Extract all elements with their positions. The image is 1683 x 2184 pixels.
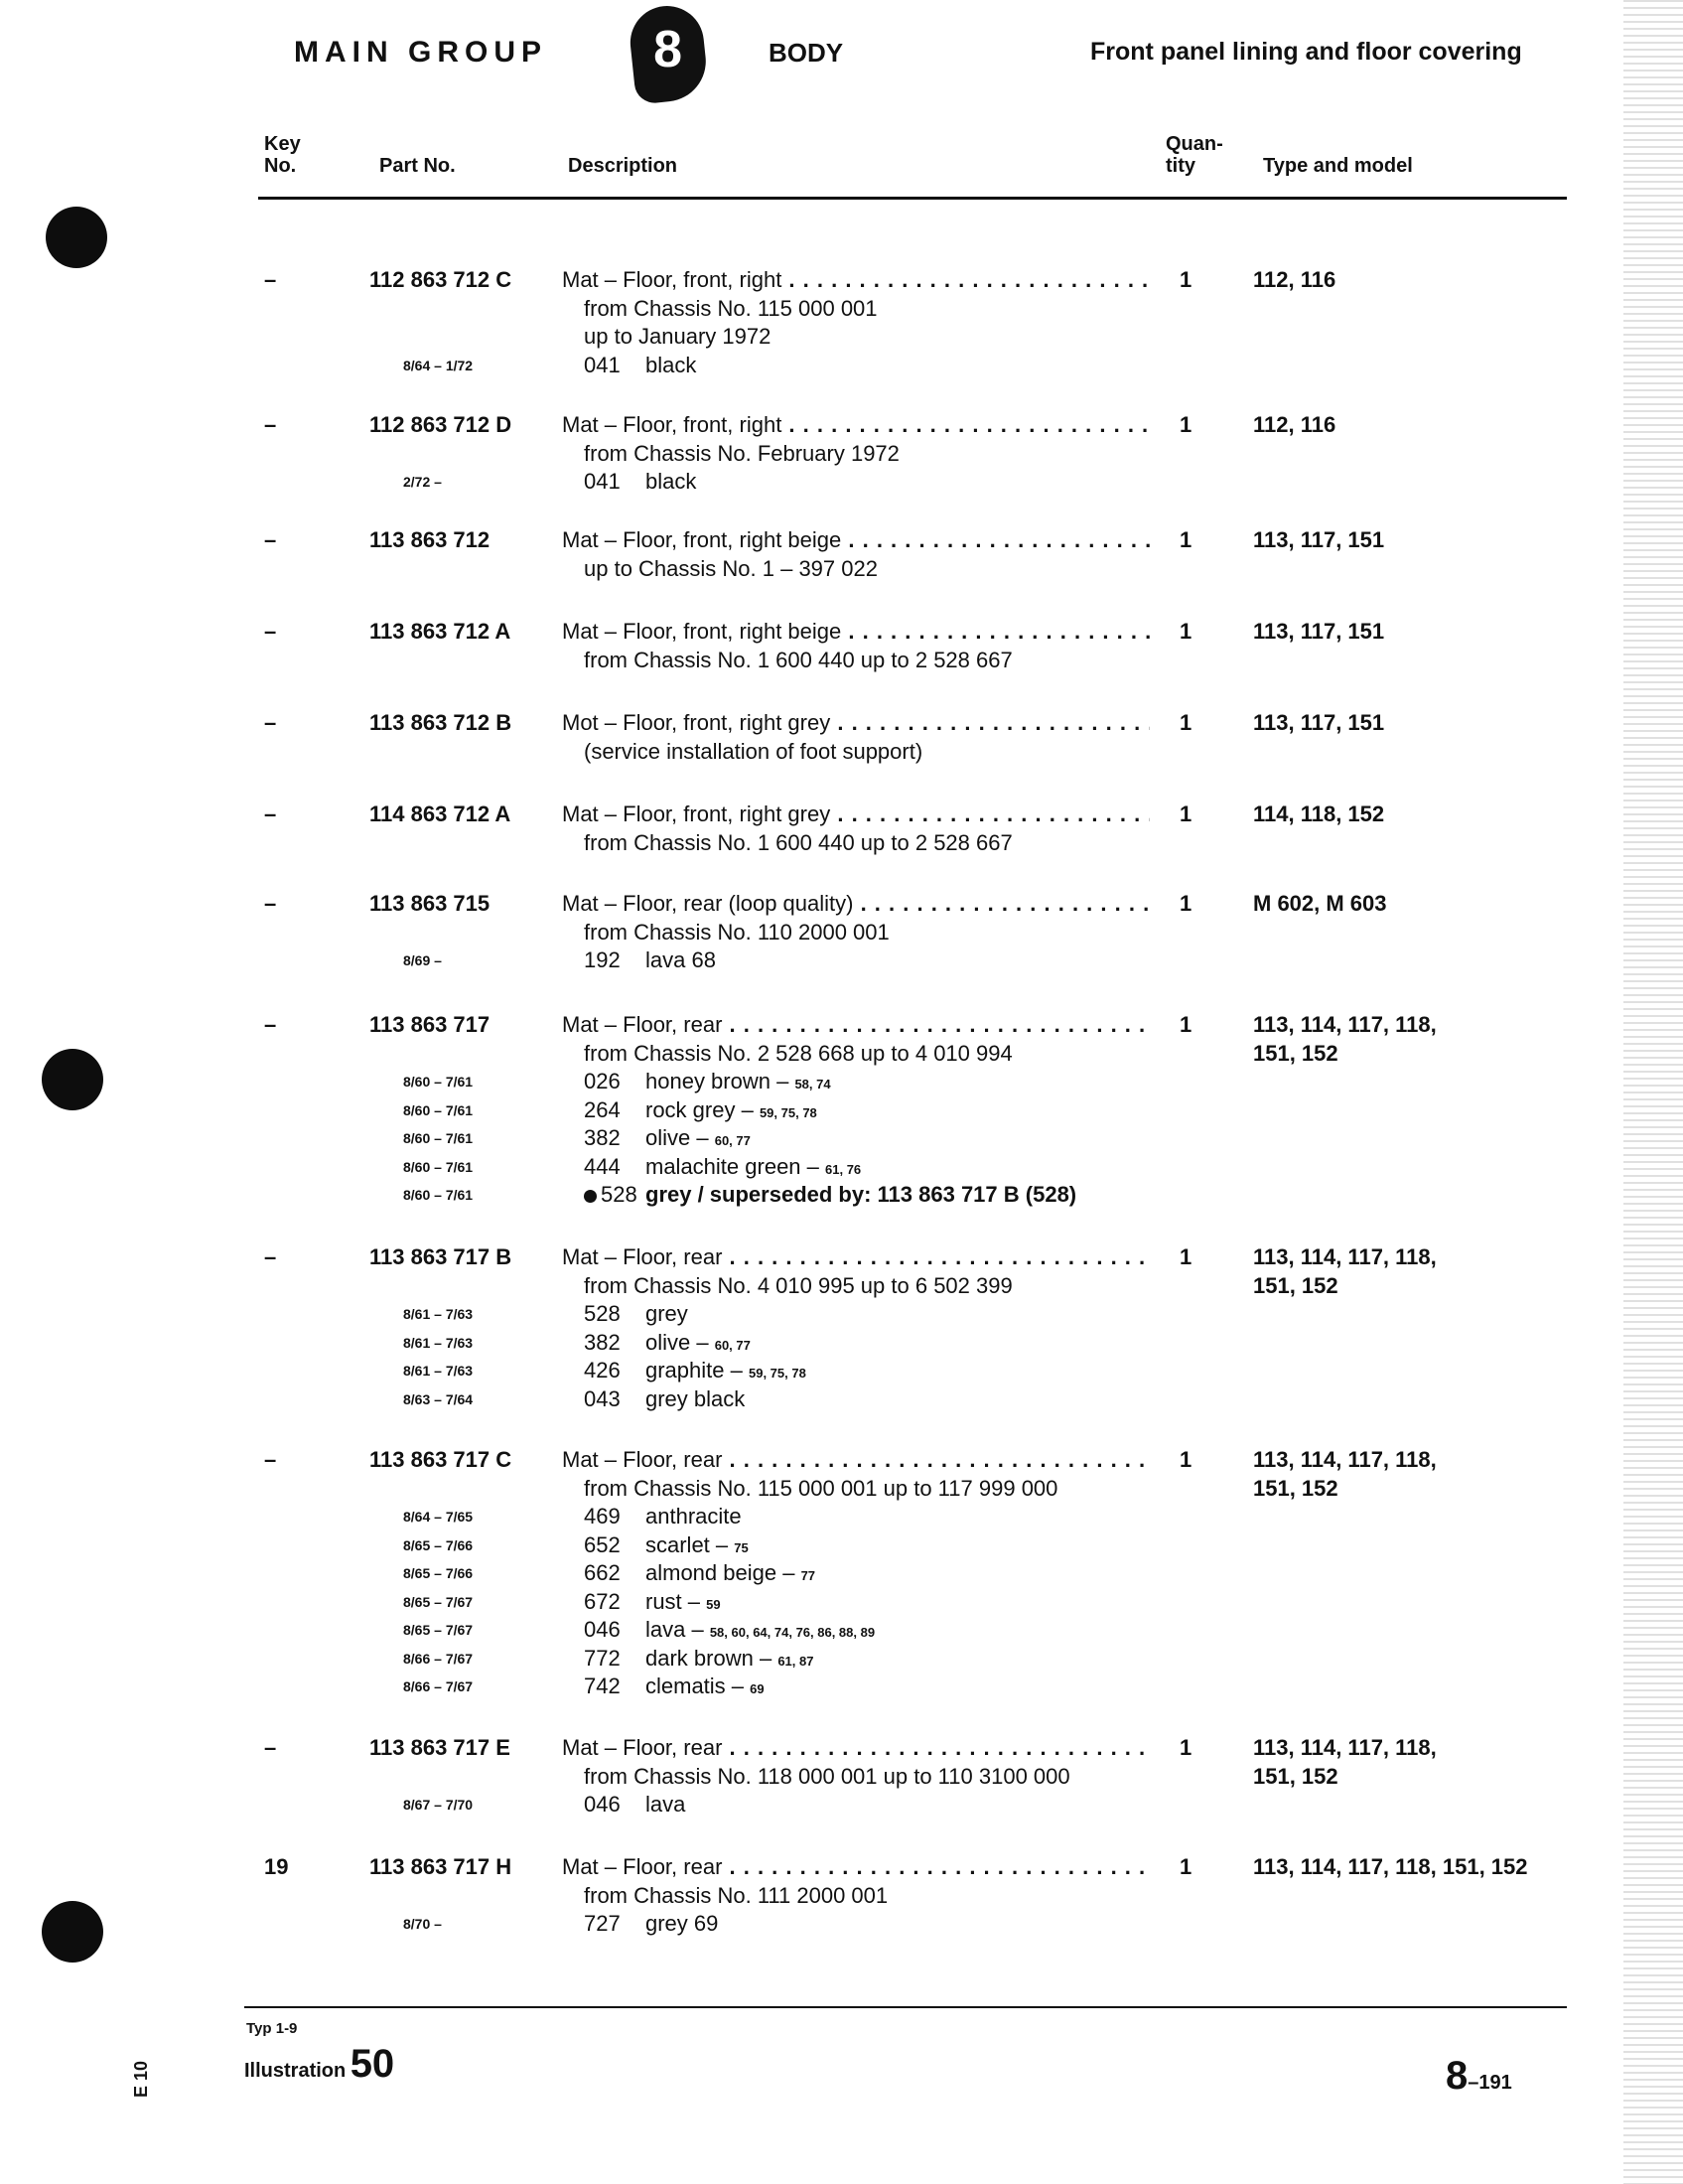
detail-text: from Chassis No. 1 600 440 up to 2 528 667 — [584, 647, 1013, 672]
production-dates: 8/60 – 7/61 — [403, 1187, 474, 1203]
main-group-label: MAIN GROUP — [294, 36, 547, 69]
type-model — [1253, 266, 1335, 295]
model-year-note: 59 — [706, 1596, 721, 1612]
production-dates: 8/60 – 7/61 — [403, 1074, 474, 1090]
detail-text: scarlet — [645, 1531, 710, 1557]
detail-text: from Chassis No. 115 000 001 — [584, 295, 878, 321]
description — [562, 618, 1150, 674]
scan-edge-noise — [1623, 0, 1683, 2184]
detail-text: grey — [645, 1301, 688, 1326]
color-variant — [403, 468, 1150, 497]
color-code-value: 426 — [584, 1358, 621, 1383]
type-model — [1253, 411, 1335, 440]
quantity: 1 — [1180, 619, 1192, 644]
production-dates: 8/66 – 7/67 — [403, 1650, 474, 1667]
color-code-value: 742 — [584, 1674, 621, 1698]
page-number-minor: 191 — [1478, 2072, 1512, 2094]
type-model-line: 113, 117, 151 — [1253, 619, 1385, 644]
type-model-line: 113, 114, 117, 118, — [1253, 1735, 1437, 1760]
production-dates: 8/65 – 7/66 — [403, 1536, 474, 1553]
color-variant: 8/65 – 7/66 662 almond beige – 77 — [562, 1559, 1150, 1588]
type-model-line: 151, 152 — [1253, 1272, 1338, 1298]
detail-text: from Chassis No. February 1972 — [584, 440, 900, 466]
color-code-value: 662 — [584, 1560, 621, 1585]
group-number-badge — [627, 2, 710, 104]
part-number: 113 863 717 B — [369, 1244, 512, 1269]
detail-text: malachite green — [645, 1153, 801, 1179]
color-code-value: 528 — [601, 1182, 637, 1207]
key-number: – — [264, 412, 277, 437]
quantity: 1 — [1180, 267, 1192, 292]
production-dates: 8/64 – 1/72 — [403, 357, 474, 373]
color-code — [584, 1791, 645, 1820]
model-year-note: 75 — [734, 1539, 749, 1555]
detail-text: lava 68 — [645, 947, 716, 972]
production-dates: 8/70 – — [403, 1916, 442, 1932]
description-main: Mat – Floor, front, right . . . — [562, 411, 1150, 440]
part-number: 112 863 712 D — [369, 412, 512, 437]
part-number: 113 863 712 A — [369, 619, 511, 644]
description-main: Mat – Floor, rear . . . — [562, 1446, 1150, 1475]
model-year-note: 58, 74 — [794, 1077, 831, 1092]
type-model — [1253, 1243, 1437, 1300]
type-model — [1253, 526, 1384, 555]
color-code — [584, 1531, 645, 1560]
color-code-value: 041 — [584, 352, 621, 377]
model-year-note: 61, 87 — [777, 1653, 814, 1669]
quantity: 1 — [1180, 710, 1192, 735]
color-variant — [403, 1910, 1150, 1939]
color-code-value: 026 — [584, 1069, 621, 1093]
key-number: – — [264, 1447, 277, 1472]
color-variant — [403, 1181, 1150, 1210]
color-code — [584, 1181, 645, 1210]
key-number: – — [264, 1244, 277, 1269]
header-rule — [258, 197, 1567, 200]
key-number: – — [264, 267, 277, 292]
color-code-value: 192 — [584, 947, 621, 972]
quantity: 1 — [1180, 1854, 1192, 1879]
quantity: 1 — [1180, 1244, 1192, 1269]
key-number: – — [264, 527, 277, 552]
color-variant: 8/66 – 7/67 742 clematis – 69 — [562, 1673, 1150, 1701]
color-code — [584, 1153, 645, 1182]
description-main: Mat – Floor, front, right beige . . . — [562, 526, 1150, 555]
production-dates: 8/65 – 7/66 — [403, 1565, 474, 1581]
detail-text: dark brown — [645, 1645, 754, 1671]
quantity: 1 — [1180, 527, 1192, 552]
model-year-note: 60, 77 — [714, 1133, 751, 1148]
color-code — [584, 1329, 645, 1358]
color-variant: 8/65 – 7/66 652 scarlet – 75 — [562, 1531, 1150, 1560]
color-code — [584, 946, 645, 975]
binder-hole — [42, 1049, 103, 1110]
production-dates: 8/69 – — [403, 952, 442, 968]
description — [403, 1011, 1150, 1210]
type-model-line: 112, 116 — [1253, 412, 1336, 437]
part-number: 113 863 712 — [369, 527, 491, 552]
type-model-line: 113, 114, 117, 118, — [1253, 1447, 1437, 1472]
color-code-value: 382 — [584, 1125, 621, 1150]
production-dates: 8/66 – 7/67 — [403, 1678, 474, 1694]
part-number: 113 863 717 C — [369, 1447, 512, 1472]
model-year-note: 58, 60, 64, 74, 76, 86, 88, 89 — [709, 1625, 876, 1640]
type-model-line: 151, 152 — [1253, 1763, 1338, 1789]
color-variant: 8/60 – 7/61 444 malachite green – 61, 76 — [562, 1153, 1150, 1182]
part-number: 112 863 712 C — [369, 267, 512, 292]
category-label: BODY — [769, 38, 844, 68]
part-number: 113 863 712 B — [369, 710, 512, 735]
description — [562, 709, 1150, 766]
part-number: 113 863 717 H — [369, 1854, 512, 1879]
part-number: 113 863 717 — [369, 1012, 491, 1037]
model-year-note: 77 — [800, 1568, 816, 1583]
description-detail — [562, 555, 1150, 584]
color-code — [584, 1673, 645, 1701]
color-code — [584, 1910, 645, 1939]
color-code-value: 043 — [584, 1385, 621, 1411]
description-detail — [562, 1475, 1150, 1504]
description-detail — [562, 1272, 1150, 1301]
group-number: 8 — [653, 21, 683, 79]
illustration-number: 50 — [350, 2042, 395, 2086]
color-code-value: 041 — [584, 469, 621, 494]
color-code-value: 672 — [584, 1588, 621, 1614]
binder-hole — [42, 1901, 103, 1963]
part-number: 113 863 717 E — [369, 1735, 510, 1760]
description-detail — [562, 1882, 1150, 1911]
type-model — [1253, 801, 1384, 829]
detail-text: grey black — [645, 1385, 746, 1411]
color-code — [584, 1096, 645, 1125]
description-detail — [562, 1040, 1150, 1069]
color-variant: 8/61 – 7/63 426 graphite – 59, 75, 78 — [562, 1357, 1150, 1385]
type-model — [1253, 1446, 1437, 1503]
production-dates: 8/63 – 7/64 — [403, 1390, 474, 1407]
type-model — [1253, 1734, 1437, 1791]
description-main: Mat – Floor, front, right grey . . . — [562, 801, 1150, 829]
detail-text: olive — [645, 1329, 691, 1355]
type-model-line: 113, 117, 151 — [1253, 710, 1385, 735]
quantity: 1 — [1180, 1735, 1192, 1760]
type-model-line: 151, 152 — [1253, 1475, 1338, 1501]
detail-text: from Chassis No. 1 600 440 up to 2 528 667 — [584, 829, 1013, 855]
detail-text: rock grey — [645, 1096, 736, 1122]
bullet-icon — [584, 1190, 597, 1203]
color-variant: 8/61 – 7/63 382 olive – 60, 77 — [562, 1329, 1150, 1358]
detail-text: from Chassis No. 111 2000 001 — [584, 1882, 889, 1908]
color-variant — [403, 352, 1150, 380]
description-main: Mat – Floor, front, right beige . . . — [562, 618, 1150, 647]
color-variant: 8/66 – 7/67 772 dark brown – 61, 87 — [562, 1645, 1150, 1674]
col-type-model: Type and model — [1263, 155, 1413, 177]
type-model-line: 113, 117, 151 — [1253, 527, 1385, 552]
type-model-line: 151, 152 — [1253, 1040, 1338, 1066]
col-description: Description — [568, 155, 678, 177]
key-number: – — [264, 1735, 277, 1760]
description-main: Mot – Floor, front, right grey . . . — [562, 709, 1150, 738]
key-number: – — [264, 1012, 277, 1037]
description-main: Mat – Floor, rear . . . — [562, 1853, 1150, 1882]
color-variant — [403, 1503, 1150, 1531]
color-code-value: 652 — [584, 1531, 621, 1557]
color-variant: 8/60 – 7/61 026 honey brown – 58, 74 — [562, 1068, 1150, 1096]
detail-text: lava — [645, 1617, 686, 1642]
description-detail — [562, 440, 1150, 469]
page-number-major: 8 — [1446, 2054, 1469, 2098]
production-dates: 8/65 – 7/67 — [403, 1593, 474, 1610]
color-code — [584, 1300, 645, 1329]
section-title: Front panel lining and floor covering — [1090, 38, 1522, 66]
detail-text: grey 69 — [645, 1911, 719, 1936]
col-part-no: Part No. — [379, 155, 456, 177]
key-number: – — [264, 710, 277, 735]
type-model — [1253, 1853, 1528, 1882]
production-dates: 8/61 – 7/63 — [403, 1334, 474, 1351]
color-variant — [403, 1300, 1150, 1329]
illustration-label: Illustration — [244, 2060, 347, 2082]
description-detail — [562, 647, 1150, 675]
type-model-line: 113, 114, 117, 118, 151, 152 — [1253, 1854, 1528, 1879]
type-reference: Typ 1-9 — [246, 2020, 298, 2037]
type-model-line: M 602, M 603 — [1253, 891, 1387, 916]
key-number: 19 — [264, 1854, 289, 1879]
key-number: – — [264, 891, 277, 916]
production-dates: 8/65 – 7/67 — [403, 1622, 474, 1638]
color-code-value: 469 — [584, 1504, 621, 1529]
description-main: Mat – Floor, rear (loop quality) . . . — [562, 890, 1150, 919]
model-year-note: 60, 77 — [714, 1337, 751, 1353]
production-dates: 8/61 – 7/63 — [403, 1306, 474, 1322]
color-code — [584, 468, 645, 497]
quantity: 1 — [1180, 1012, 1192, 1037]
quantity: 1 — [1180, 412, 1192, 437]
col-key-no: Key No. — [264, 133, 301, 177]
description — [562, 526, 1150, 583]
detail-text: graphite — [645, 1358, 725, 1383]
binder-hole — [46, 207, 107, 268]
description-detail — [562, 829, 1150, 858]
detail-text: black — [645, 352, 697, 377]
type-model-line: 114, 118, 152 — [1253, 801, 1385, 826]
key-number: – — [264, 619, 277, 644]
description-detail — [562, 295, 1150, 324]
color-code-value: 264 — [584, 1096, 621, 1122]
detail-text: honey brown — [645, 1069, 771, 1093]
production-dates: 8/60 – 7/61 — [403, 1158, 474, 1175]
description-main: Mat – Floor, rear . . . — [562, 1243, 1150, 1272]
color-code-value: 528 — [584, 1301, 621, 1326]
model-year-note: 59, 75, 78 — [759, 1104, 817, 1120]
key-number: – — [264, 801, 277, 826]
detail-text: from Chassis No. 4 010 995 up to 6 502 399 — [584, 1272, 1013, 1298]
color-code-value: 382 — [584, 1329, 621, 1355]
footer-rule — [244, 2006, 1567, 2008]
quantity: 1 — [1180, 801, 1192, 826]
color-code-value: 046 — [584, 1617, 621, 1642]
part-number: 114 863 712 A — [369, 801, 511, 826]
production-dates: 8/64 – 7/65 — [403, 1509, 474, 1525]
color-code — [584, 1503, 645, 1531]
color-code-value: 727 — [584, 1911, 621, 1936]
detail-text: rust — [645, 1588, 682, 1614]
production-dates: 2/72 – — [403, 474, 442, 490]
detail-text: olive — [645, 1125, 691, 1150]
color-variant — [403, 1791, 1150, 1820]
type-model — [1253, 1011, 1437, 1068]
detail-text: from Chassis No. 115 000 001 up to 117 999 000 — [584, 1475, 1058, 1501]
detail-text: anthracite — [645, 1504, 742, 1529]
quantity: 1 — [1180, 891, 1192, 916]
color-variant: 8/60 – 7/61 264 rock grey – 59, 75, 78 — [562, 1096, 1150, 1125]
detail-text: (service installation of foot support) — [584, 738, 923, 764]
production-dates: 8/60 – 7/61 — [403, 1130, 474, 1146]
color-code — [584, 1616, 645, 1645]
quantity: 1 — [1180, 1447, 1192, 1472]
illustration-reference — [244, 2042, 394, 2087]
production-dates: 8/67 – 7/70 — [403, 1797, 474, 1813]
color-code — [584, 1559, 645, 1588]
page-number: 8–191 — [1446, 2054, 1512, 2098]
part-number: 113 863 715 — [369, 891, 491, 916]
color-code — [584, 1068, 645, 1096]
detail-text: black — [645, 469, 697, 494]
detail-text: up to Chassis No. 1 – 397 022 — [584, 555, 878, 581]
col-quantity: Quan- tity — [1166, 133, 1223, 177]
side-code: E 10 — [131, 2060, 151, 2098]
description-detail — [562, 738, 1150, 767]
type-model — [1253, 890, 1387, 919]
type-model — [1253, 709, 1384, 738]
color-variant: 8/65 – 7/67 672 rust – 59 — [562, 1588, 1150, 1617]
detail-text: grey / superseded by: 113 863 717 B (528) — [645, 1182, 1077, 1207]
type-model-line: 112, 116 — [1253, 267, 1336, 292]
color-code — [584, 1645, 645, 1674]
production-dates: 8/60 – 7/61 — [403, 1101, 474, 1118]
color-code-value: 772 — [584, 1645, 621, 1671]
detail-text: from Chassis No. 118 000 001 up to 110 3100 000 — [584, 1763, 1070, 1789]
description-main: Mat – Floor, rear . . . — [562, 1011, 1150, 1040]
description-detail — [562, 1763, 1150, 1792]
color-code-value: 444 — [584, 1153, 621, 1179]
description-main: Mat – Floor, rear . . . — [562, 1734, 1150, 1763]
color-code — [584, 1124, 645, 1153]
color-code — [584, 1385, 645, 1414]
detail-text: up to January 1972 — [584, 324, 771, 349]
color-code-value: 046 — [584, 1792, 621, 1817]
color-code — [584, 1588, 645, 1617]
color-variant — [403, 1385, 1150, 1414]
color-variant: 8/65 – 7/67 046 lava – 58, 60, 64, 74, 76, 86, 88, 89 — [562, 1616, 1150, 1645]
model-year-note: 69 — [750, 1681, 765, 1696]
color-variant — [403, 946, 1150, 975]
model-year-note: 59, 75, 78 — [748, 1366, 806, 1381]
type-model — [1253, 618, 1384, 647]
detail-text: from Chassis No. 2 528 668 up to 4 010 994 — [584, 1040, 1013, 1066]
color-variant: 8/60 – 7/61 382 olive – 60, 77 — [562, 1124, 1150, 1153]
detail-text: clematis — [645, 1674, 726, 1698]
detail-text: from Chassis No. 110 2000 001 — [584, 919, 890, 945]
model-year-note: 61, 76 — [825, 1161, 862, 1177]
description — [562, 801, 1150, 857]
color-code — [584, 352, 645, 380]
description-main: Mat – Floor, front, right . . . — [562, 266, 1150, 295]
production-dates: 8/61 – 7/63 — [403, 1363, 474, 1379]
description-detail — [562, 323, 1150, 352]
detail-text: lava — [645, 1792, 686, 1817]
description-detail — [562, 919, 1150, 947]
type-model-line: 113, 114, 117, 118, — [1253, 1012, 1437, 1037]
color-code — [584, 1357, 645, 1385]
type-model-line: 113, 114, 117, 118, — [1253, 1244, 1437, 1269]
detail-text: almond beige — [645, 1560, 777, 1585]
